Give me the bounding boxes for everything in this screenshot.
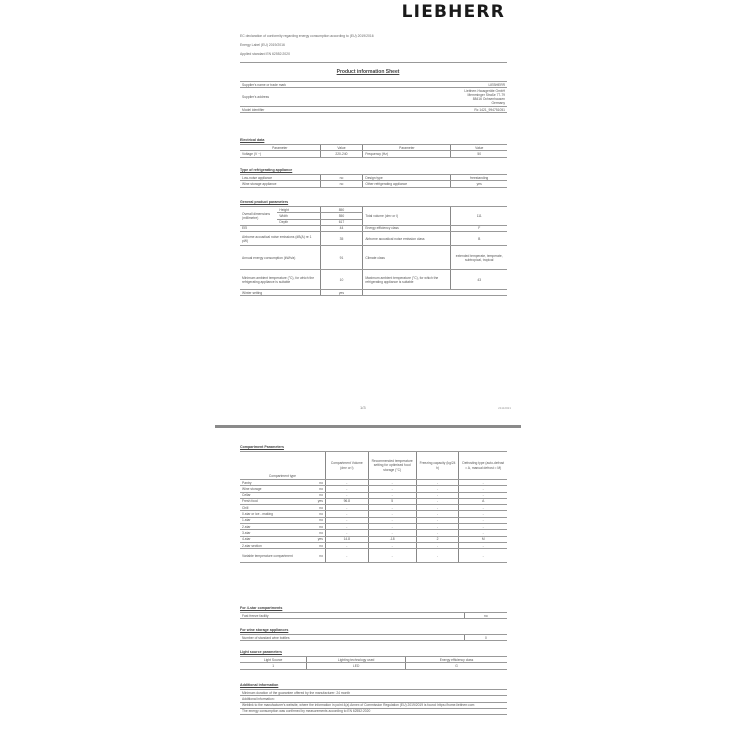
table-cell: Width — [277, 213, 320, 219]
table-cell: no — [313, 505, 326, 511]
table-cell: Fresh food — [240, 498, 313, 504]
table-cell: - — [368, 480, 416, 486]
electrical-table — [240, 144, 507, 158]
table-cell: - — [416, 486, 459, 492]
table-cell: - — [325, 517, 368, 523]
table-cell: Freezing capacity (kg/24 h) — [416, 452, 459, 480]
table-cell: - — [325, 524, 368, 530]
table-cell: Frequency (Hz) — [363, 151, 451, 157]
table-cell: no — [313, 492, 326, 498]
table-cell: Liebherr-Hausgeräte GmbH — [464, 88, 505, 93]
table-cell: - — [459, 542, 507, 548]
table-row — [240, 106, 507, 112]
additional-info-table — [240, 689, 507, 715]
table-row — [240, 270, 507, 290]
table-cell: Compartment Volume (dm³ or l) — [325, 452, 368, 480]
table-cell: 96.8 — [325, 498, 368, 504]
table-cell: 617 — [320, 219, 363, 225]
wine-table — [240, 634, 507, 641]
table-cell: 5 — [368, 498, 416, 504]
table-cell: 10 — [320, 270, 363, 290]
table-cell: - — [416, 549, 459, 563]
table-cell: yes — [313, 536, 326, 542]
table-cell: -18 — [368, 536, 416, 542]
table-cell: - — [368, 530, 416, 536]
table-cell: Minimum ambient temperature (°C), for which the refrigerating appliance is suitable — [240, 270, 320, 290]
table-cell: 1-star — [240, 517, 313, 523]
compartment-table — [240, 451, 507, 563]
table-cell: G — [406, 663, 507, 669]
table-cell: - — [459, 505, 507, 511]
table-cell: Depth — [277, 219, 320, 225]
table-cell: Pantry — [240, 480, 313, 486]
section-heading: Compartment Parameters — [240, 445, 284, 449]
table-cell: - — [325, 530, 368, 536]
document-code: 21112021 — [498, 406, 511, 410]
table-cell: 1 — [240, 663, 307, 669]
table-cell: Chill — [240, 505, 313, 511]
table-cell: F — [451, 225, 507, 231]
table-cell: 220-240 — [320, 151, 363, 157]
table-cell: - — [368, 549, 416, 563]
table-cell: Wine storage appliance — [240, 181, 320, 187]
label: Supplier's address — [240, 88, 378, 107]
table-cell: Memminger Straße 77-79 — [467, 93, 505, 97]
table-cell: Germany — [491, 101, 505, 106]
table-cell: - — [416, 511, 459, 517]
table-cell: - — [368, 511, 416, 517]
table-cell: yes — [320, 290, 363, 296]
table-row — [240, 613, 507, 619]
table-cell: 35 — [320, 232, 363, 246]
value: LIEBHERR — [378, 82, 507, 88]
table-cell: no — [320, 181, 363, 187]
table-cell: Annual energy consumption (kWh/a) — [240, 246, 320, 270]
table-cell: - — [459, 486, 507, 492]
table-cell: Other refrigerating appliance — [363, 181, 451, 187]
table-cell: A — [459, 498, 507, 504]
table-cell: 2-star section — [240, 542, 313, 548]
table-cell: 44 — [320, 225, 363, 231]
table-cell: Lighting technology used — [307, 657, 406, 663]
table-cell: - — [416, 498, 459, 504]
table-cell: 2-star — [240, 524, 313, 530]
table-cell: Energy efficiency class — [363, 225, 451, 231]
table-cell: - — [368, 542, 416, 548]
table-cell: no — [313, 517, 326, 523]
table-cell: no — [320, 175, 363, 181]
light-source-table — [240, 656, 507, 670]
table-cell: - — [325, 492, 368, 498]
table-row — [240, 290, 507, 296]
table-cell: Design type — [363, 175, 451, 181]
table-cell: Light Source — [240, 657, 307, 663]
table-cell: Wine storage — [240, 486, 313, 492]
value: Rc 1421_994751051 — [378, 106, 507, 112]
table-cell: 3-star — [240, 530, 313, 536]
table-cell: freestanding — [451, 175, 507, 181]
table-cell: - — [368, 524, 416, 530]
table-cell: - — [459, 530, 507, 536]
table-cell: 0-star or ice - making — [240, 511, 313, 517]
table-cell: Value — [451, 145, 507, 151]
table-cell: Weblink to the manufacturer's website, where the information in point 4(a) Annex of Commission Regulation (EU) 2019/2019 is found: https://home.liebherr.com — [240, 702, 507, 708]
table-cell: 50 — [451, 151, 507, 157]
section-heading: Light source parameters — [240, 650, 282, 654]
table-cell: no — [464, 613, 507, 619]
table-cell: no — [313, 480, 326, 486]
table-row — [240, 151, 507, 157]
table-cell: Energy efficiency class — [406, 657, 507, 663]
table-cell: - — [325, 480, 368, 486]
page-number: 1/3 — [360, 405, 366, 410]
appliance-type-table — [240, 174, 507, 188]
table-cell: - — [368, 517, 416, 523]
table-row — [240, 549, 507, 563]
table-cell: - — [368, 492, 416, 498]
table-row — [240, 708, 507, 714]
table-cell: 850 — [320, 207, 363, 213]
table-cell: - — [368, 505, 416, 511]
table-cell: yes — [313, 498, 326, 504]
header-line: Energy Label (EU) 2019/2016 — [240, 43, 285, 47]
label: Model identifier — [240, 106, 378, 112]
table-cell: - — [416, 524, 459, 530]
table-row — [240, 181, 507, 187]
table-cell: M — [459, 536, 507, 542]
table-cell: Fast freeze facility — [240, 613, 464, 619]
table-cell: Climate class — [363, 246, 451, 270]
table-cell: Defrosting type (auto-defrost = A, manual defrost = M) — [459, 452, 507, 480]
table-cell: 550 — [320, 213, 363, 219]
table-cell: - — [459, 524, 507, 530]
table-cell: - — [368, 486, 416, 492]
table-cell: no — [313, 549, 326, 563]
section-heading: General product parameters — [240, 200, 289, 204]
table-cell: no — [313, 486, 326, 492]
label: Supplier's name or trade mark — [240, 82, 378, 88]
table-cell: - — [459, 517, 507, 523]
four-star-table — [240, 612, 507, 619]
table-cell: Additional information: — [240, 696, 507, 702]
table-cell: Airborne acoustical noise emission class — [363, 232, 451, 246]
table-cell: no — [313, 542, 326, 548]
table-cell: The energy consumption was confirmed by measurements according to EN 62552:2020 — [240, 708, 507, 714]
table-cell: Cellar — [240, 492, 313, 498]
table-cell: no — [313, 524, 326, 530]
table-cell: Variable temperature compartment — [240, 549, 313, 563]
table-cell: - — [459, 480, 507, 486]
table-cell: Minimum duration of the guarantee offered by the manufacturer: 24 month — [240, 690, 507, 696]
table-cell: - — [325, 486, 368, 492]
table-cell: - — [459, 511, 507, 517]
table-cell: 91 — [320, 246, 363, 270]
table-row — [240, 88, 507, 107]
table-cell: Overall dimensions (millimetre) — [240, 207, 277, 226]
section-heading: Type of refrigerating appliance — [240, 168, 293, 172]
table-cell: no — [313, 511, 326, 517]
table-cell: - — [416, 480, 459, 486]
table-cell: Voltage (V ~) — [240, 151, 320, 157]
table-cell: LED — [307, 663, 406, 669]
table-cell: 43 — [451, 270, 507, 290]
table-cell: Winter setting — [240, 290, 320, 296]
page-separator — [215, 425, 521, 428]
table-row — [240, 232, 507, 246]
section-heading: Additional information — [240, 683, 279, 687]
table-cell: Compartment type — [240, 452, 325, 480]
table-cell: Total volume (dm³ or l) — [363, 207, 451, 226]
table-cell: - — [416, 517, 459, 523]
divider — [240, 62, 507, 63]
table-cell: yes — [451, 181, 507, 187]
table-cell: - — [416, 492, 459, 498]
table-cell: EEI — [240, 225, 320, 231]
supplier-table — [240, 81, 507, 113]
table-cell: Airborne acoustical noise emissions (dB(A) re 1 pW) — [240, 232, 320, 246]
table-cell: B — [451, 232, 507, 246]
table-cell: Low-noise appliance — [240, 175, 320, 181]
liebherr-logo: LIEBHERR — [401, 2, 505, 22]
table-cell: - — [416, 530, 459, 536]
table-cell: - — [325, 549, 368, 563]
table-cell: Value — [320, 145, 363, 151]
section-heading: Electrical data — [240, 138, 265, 142]
document-page-2 — [215, 430, 521, 736]
table-row — [240, 635, 507, 641]
table-cell: - — [459, 492, 507, 498]
table-cell: Height — [277, 207, 320, 213]
table-cell: extended temperate, temperate, subtropical, tropical — [451, 246, 507, 270]
value — [378, 88, 507, 107]
table-cell: 2 — [416, 536, 459, 542]
table-cell: Number of standard wine bottles — [240, 635, 464, 641]
general-params-table — [240, 206, 507, 296]
table-cell: Maximum ambient temperature (°C), for which the refrigerating appliance is suitable — [363, 270, 451, 290]
table-cell: 14.8 — [325, 536, 368, 542]
table-cell: - — [459, 549, 507, 563]
table-cell: - — [325, 542, 368, 548]
table-cell: no — [313, 530, 326, 536]
table-cell: - — [325, 505, 368, 511]
table-cell: - — [416, 542, 459, 548]
section-heading: For wine storage appliances — [240, 628, 289, 632]
table-cell: - — [325, 511, 368, 517]
header-line: Applied standard EN 62552:2020 — [240, 52, 290, 56]
table-cell: - — [416, 505, 459, 511]
table-cell: 88416 Ochsenhausen — [472, 97, 505, 102]
table-cell: Recommended temperature setting for optimised food storage (°C) — [368, 452, 416, 480]
document-page-1 — [215, 0, 521, 425]
table-cell: Parameter — [240, 145, 320, 151]
table-cell: 111 — [451, 207, 507, 226]
sheet-title: Product information Sheet — [336, 69, 400, 75]
table-cell: 4-star — [240, 536, 313, 542]
table-row — [240, 663, 507, 669]
section-heading: For 4-star compartments — [240, 606, 283, 610]
table-row — [240, 246, 507, 270]
table-header-row — [240, 452, 507, 480]
table-cell: 0 — [464, 635, 507, 641]
table-cell: Parameter — [363, 145, 451, 151]
header-line: EC declaration of conformity regarding energy consumption according to (EU) 2019/2016 — [240, 34, 374, 38]
